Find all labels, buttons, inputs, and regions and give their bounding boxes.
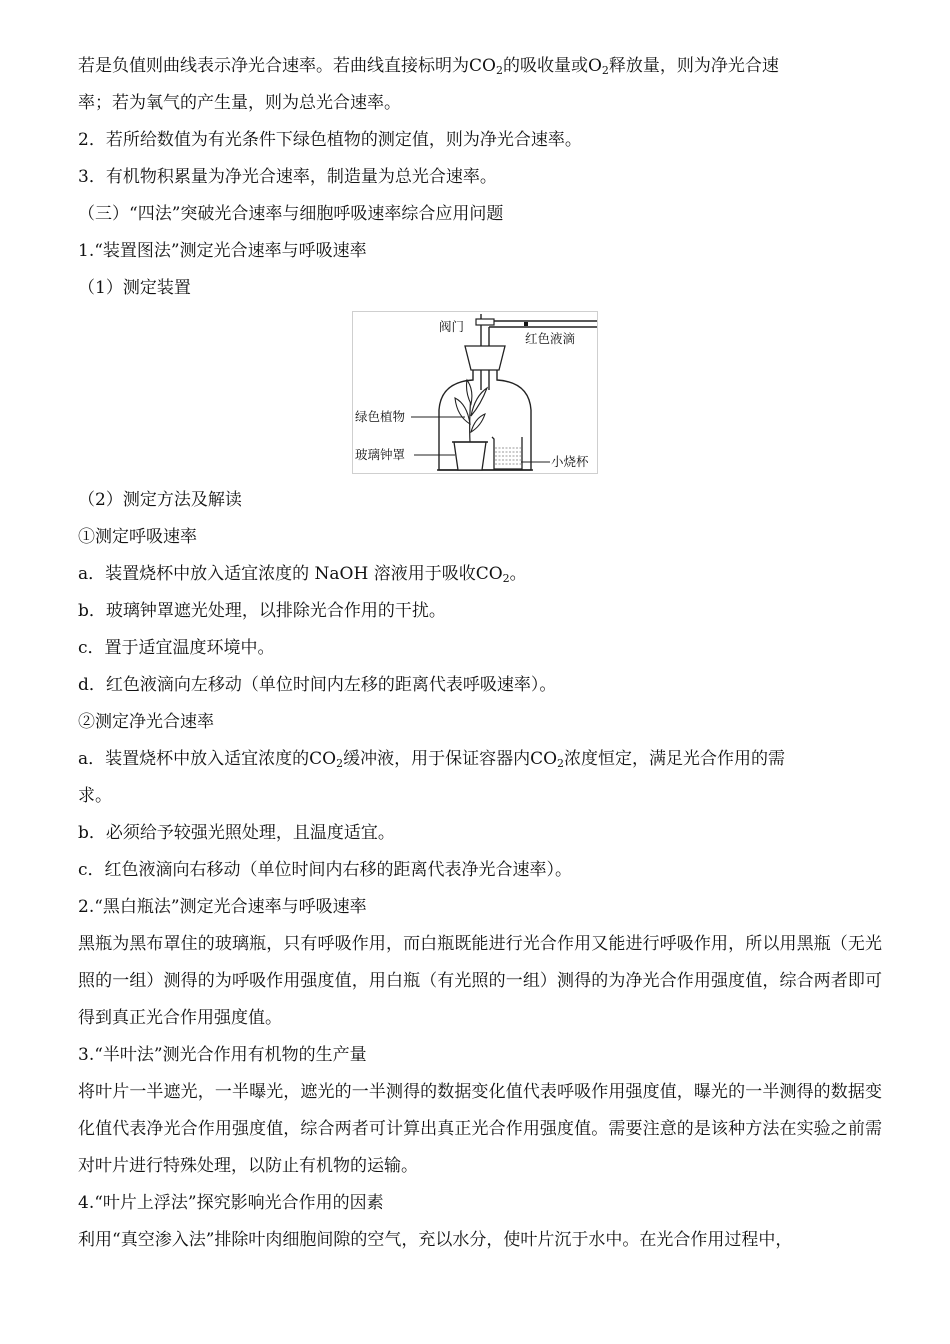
section-heading: （三）“四法”突破光合速率与细胞呼吸速率综合应用问题	[78, 204, 504, 224]
text-line: 率；若为氧气的产生量，则为总光合速率。	[78, 93, 401, 113]
text-line: b．必须给予较强光照处理，且温度适宜。	[78, 823, 395, 843]
apparatus-diagram	[352, 311, 598, 474]
subheading: （2）测定方法及解读	[78, 490, 242, 510]
subheading: ②测定净光合速率	[78, 712, 214, 732]
method-heading: 4.“叶片上浮法”探究影响光合作用的因素	[78, 1193, 384, 1213]
plant-icon	[455, 380, 487, 442]
method-heading: 1.“装置图法”测定光合速率与呼吸速率	[78, 241, 367, 261]
text-line: a．装置烧杯中放入适宜浓度的$CO_2$缓冲液，用于保证容器内$CO_2$浓度恒定，满足光合作用的需	[78, 749, 786, 770]
label-valve: 阀门	[439, 319, 465, 334]
label-bell-jar: 玻璃钟罩	[355, 447, 406, 462]
text-line: b．玻璃钟罩遮光处理，以排除光合作用的干扰。	[78, 601, 446, 621]
subheading: ①测定呼吸速率	[78, 527, 197, 547]
method-heading: 2.“黑白瓶法”测定光合速率与呼吸速率	[78, 897, 367, 917]
valve-icon	[476, 319, 494, 325]
method-heading: 3.“半叶法”测光合作用有机物的生产量	[78, 1045, 367, 1065]
subheading: （1）测定装置	[78, 278, 191, 298]
label-green-plant: 绿色植物	[355, 409, 406, 424]
paragraph: 将叶片一半遮光，一半曝光，遮光的一半测得的数据变化值代表呼吸作用强度值，曝光的一半测得的数据变化值代表净光合作用强度值，综合两者可计算出真正光合作用强度值。需要注意的是该种方法在实验之前需对叶片进行特殊处理，以防止有机物的运输。	[78, 1082, 882, 1176]
text-line: 3．有机物积累量为净光合速率，制造量为总光合速率。	[78, 167, 497, 187]
red-droplet	[524, 322, 528, 326]
document-page	[78, 48, 882, 1259]
text-line: 求。	[78, 786, 112, 806]
text-line: 2．若所给数值为有光条件下绿色植物的测定值，则为净光合速率。	[78, 130, 582, 150]
text-line: c．红色液滴向右移动（单位时间内右移的距离代表净光合速率）。	[78, 860, 573, 880]
paragraph: 黑瓶为黑布罩住的玻璃瓶，只有呼吸作用，而白瓶既能进行光合作用又能进行呼吸作用，所以用黑瓶（无光照的一组）测得的为呼吸作用强度值，用白瓶（有光照的一组）测得的为净光合作用强度值，综合两者即可得到真正光合作用强度值。	[78, 934, 882, 1028]
text-line: 利用“真空渗入法”排除叶肉细胞间隙的空气，充以水分，使叶片沉于水中。在光合作用过程中，	[78, 1230, 793, 1250]
label-beaker: 小烧杯	[551, 454, 589, 469]
apparatus-svg	[353, 312, 597, 473]
pot-icon	[454, 442, 486, 470]
text-line: c．置于适宜温度环境中。	[78, 638, 275, 658]
label-red-droplet: 红色液滴	[525, 331, 576, 346]
beaker-icon	[492, 437, 522, 469]
text-line: d．红色液滴向左移动（单位时间内左移的距离代表呼吸速率）。	[78, 675, 557, 695]
text-line: 若是负值则曲线表示净光合速率。若曲线直接标明为$CO_2$的吸收量或$O_2$释放量，则为净光合速	[78, 56, 779, 77]
text-line: a．装置烧杯中放入适宜浓度的 NaOH 溶液用于吸收$CO_2$。	[78, 564, 527, 585]
